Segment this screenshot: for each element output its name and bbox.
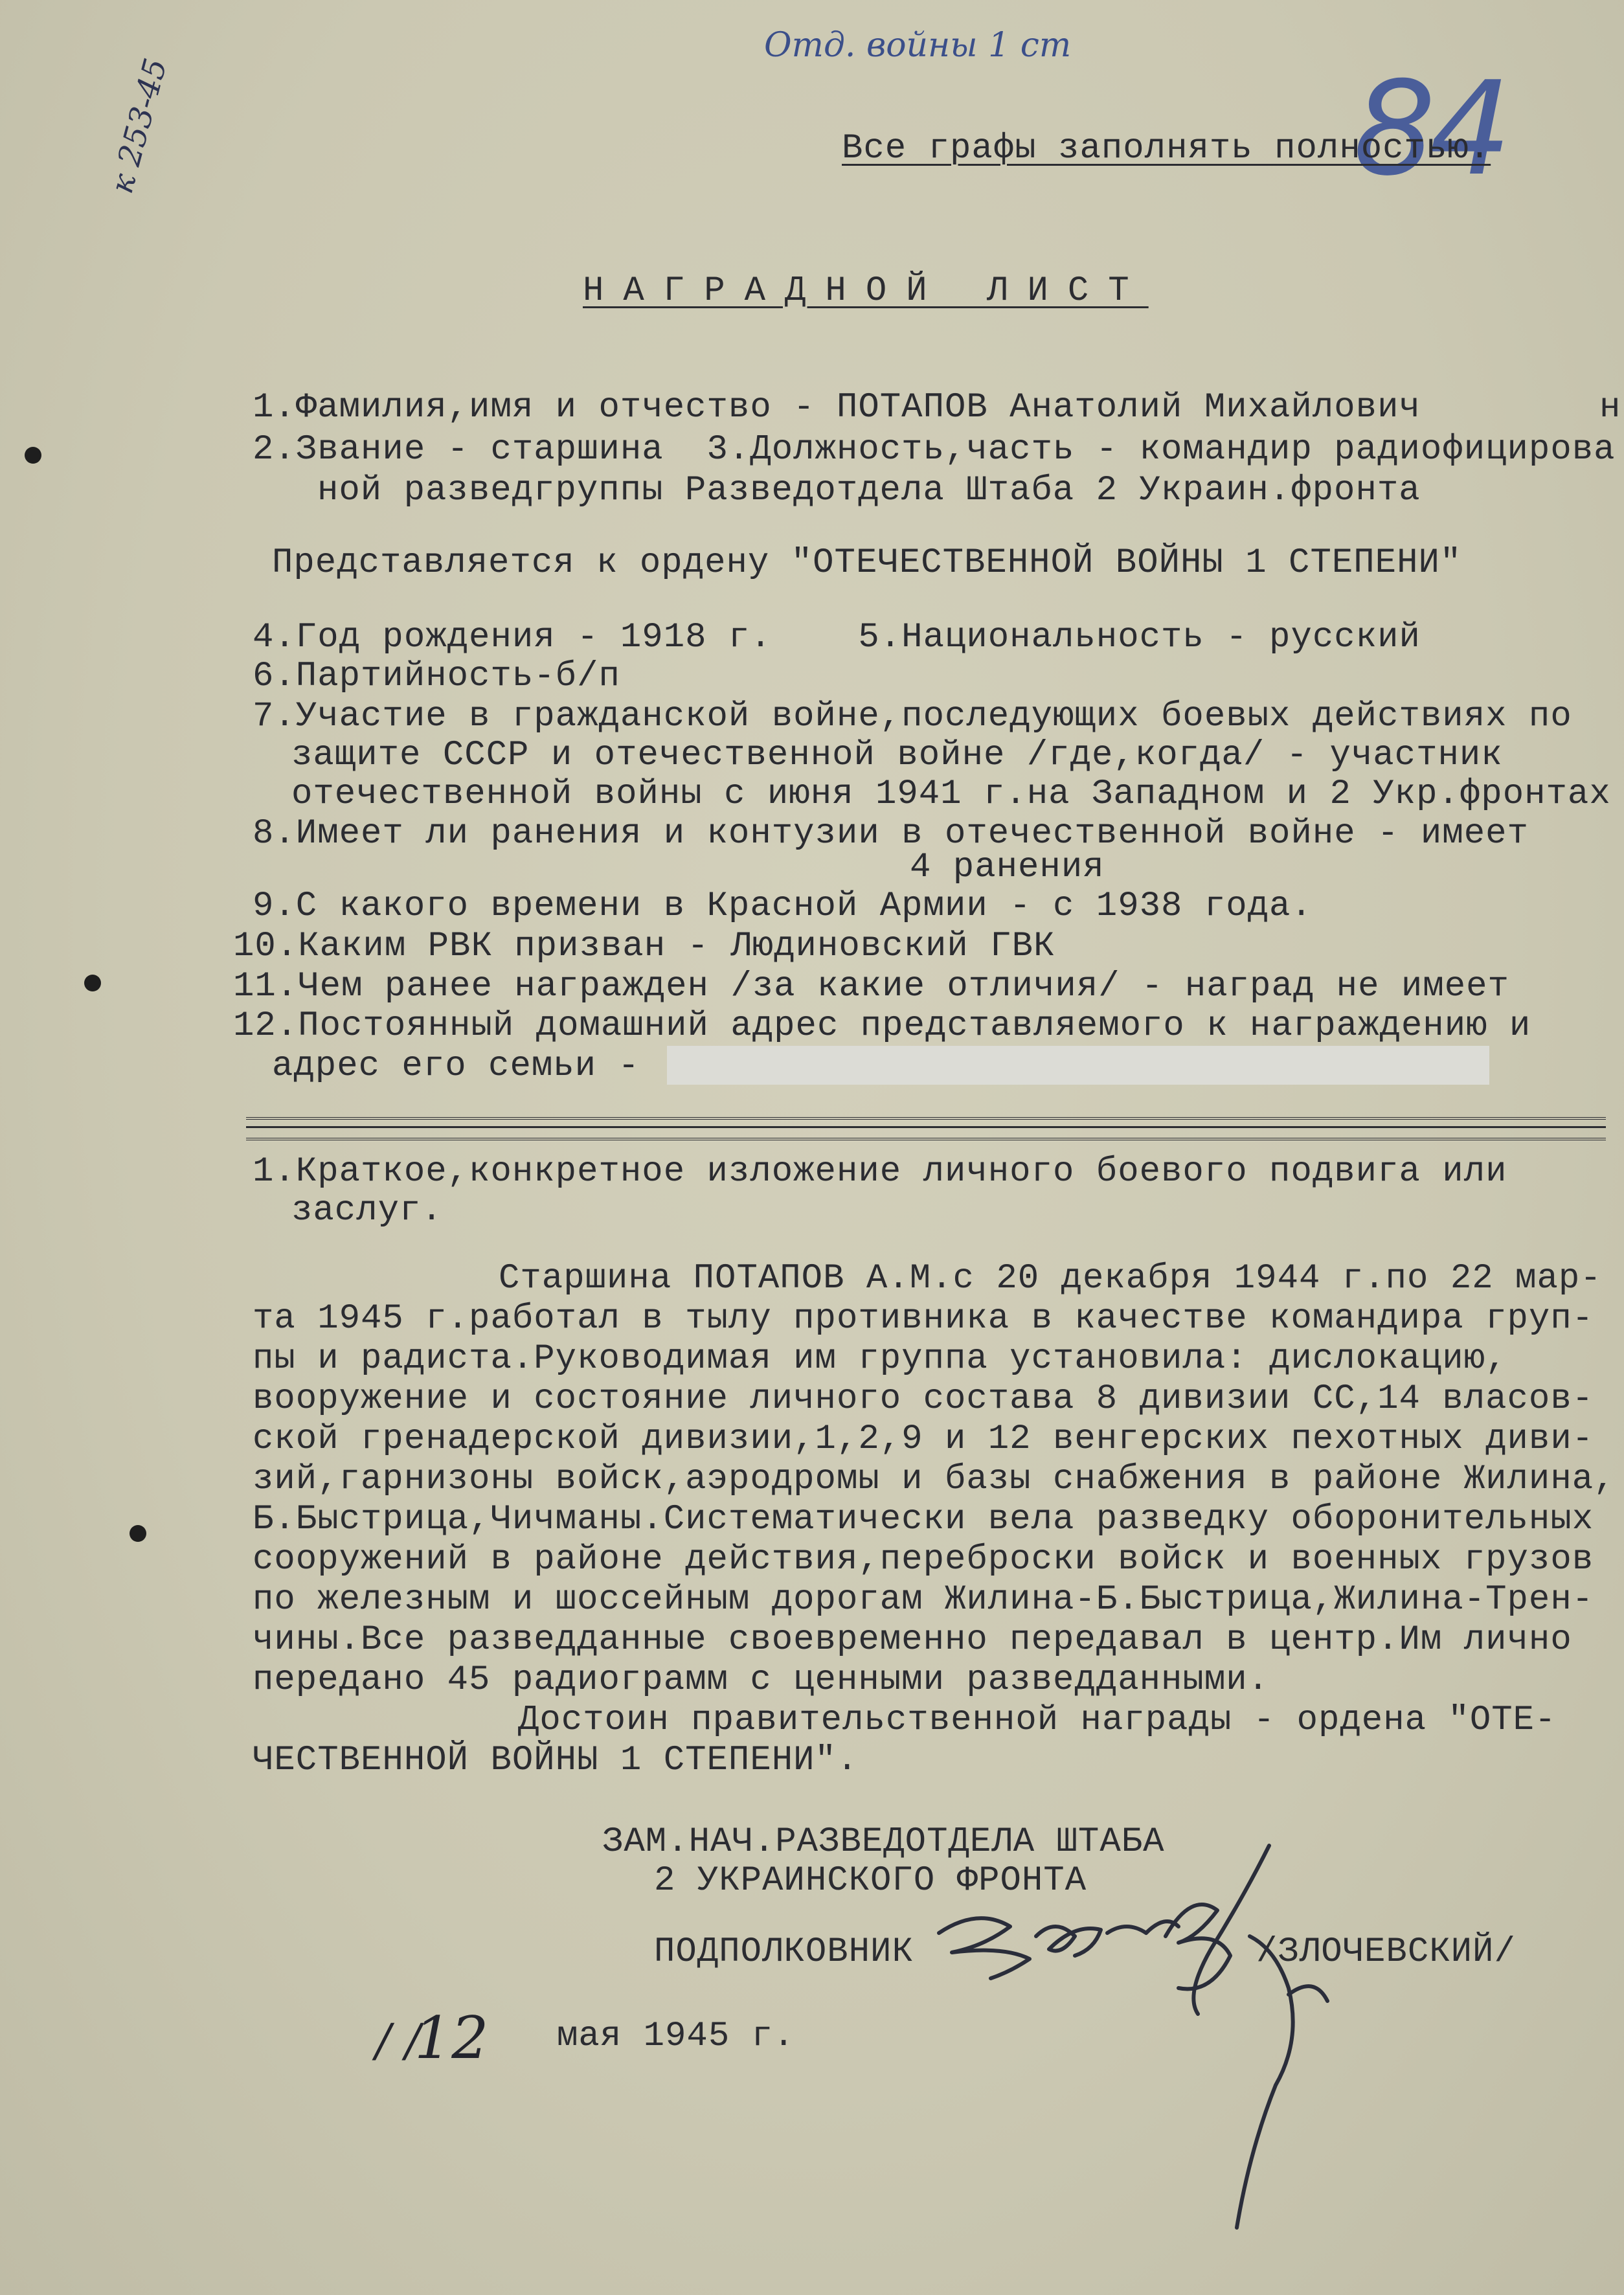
narrative-line-8: сооружений в районе действия,переброски войск и военных грузов [253,1540,1594,1579]
field-line-12b: адрес его семьи - [272,1046,640,1086]
narrative-line-6: зий,гарнизоны войск,аэродромы и базы снабжения в районе Жилина, [253,1460,1616,1499]
field-line-8b: 4 ранения [910,848,1105,887]
field-line-4: 4.Год рождения - 1918 г. 5.Национальность - русский [253,618,1421,657]
narrative-line-11: передано 45 радиограмм с ценными разведданными. [253,1660,1270,1700]
page-number: 84 [1353,54,1506,205]
field-line-9: 9.С какого времени в Красной Армии - с 1938 года. [253,887,1313,926]
field-line-7c: отечественной войны с июня 1941 г.на Западном и 2 Укр.фронтах [291,774,1611,814]
side-note: к 253-45 [104,54,175,198]
narrative-line-12: Достоин правительственной награды - ордена "ОТЕ- [518,1701,1557,1740]
stray-mark: н [1599,388,1621,427]
field-line-3: ной разведгруппы Разведотдела Штаба 2 Украин.фронта [317,471,1421,510]
feat-heading-2: заслуг. [291,1191,443,1230]
field-line-1: 1.Фамилия,имя и отчество - ПОТАПОВ Анатолий Михайлович [253,388,1421,427]
narrative-line-3: пы и радиста.Руководимая им группа установила: дислокацию, [253,1339,1507,1379]
field-line-12a: 12.Постоянный домашний адрес представляемого к награждению и [233,1006,1531,1046]
date-rest: мая 1945 г. [557,2017,795,2056]
award-line: Представляется к ордену "ОТЕЧЕСТВЕННОЙ ВОЙНЫ 1 СТЕПЕНИ" [272,543,1462,583]
date-day-mark: / / [376,2014,421,2067]
instruction-line: Все графы заполнять полностью. [842,129,1491,168]
field-line-7b: защите СССР и отечественной войне /где,когда/ - участник [291,736,1503,775]
archive-note: Отд. войны 1 ст [764,26,1072,65]
page-title: НАГРАДНОЙ ЛИСТ [583,271,1149,311]
field-line-11: 11.Чем ранее награжден /за какие отличия/ - наград не имеет [233,967,1509,1006]
field-line-6: 6.Партийность-б/п [253,657,620,696]
field-line-7a: 7.Участие в гражданской войне,последующих боевых действиях по [253,697,1572,736]
narrative-line-1: Старшина ПОТАПОВ А.М.с 20 декабря 1944 г.по 22 мар- [499,1259,1602,1298]
field-line-2: 2.Звание - старшина 3.Должность,часть - командир радиофицирова [253,430,1616,469]
narrative-line-5: ской гренадерской дивизии,1,2,9 и 12 венгерских пехотных диви- [253,1419,1594,1459]
narrative-line-2: та 1945 г.работал в тылу противника в качестве командира груп- [253,1299,1594,1339]
signer-rank: ПОДПОЛКОВНИК [654,1932,914,1972]
signer-title-2: 2 УКРАИНСКОГО ФРОНТА [654,1861,1087,1901]
date-day: 12 [414,2004,489,2072]
signer-name: /ЗЛОЧЕВСКИЙ/ [1256,1932,1516,1972]
signer-title-1: ЗАМ.НАЧ.РАЗВЕДОТДЕЛА ШТАБА [602,1822,1165,1862]
narrative-line-9: по железным и шоссейным дорогам Жилина-Б.Быстрица,Жилина-Трен- [253,1580,1594,1620]
field-line-10: 10.Каким РВК призван - Людиновский ГВК [233,927,1055,966]
narrative-line-7: Б.Быстрица,Чичманы.Систематически вела разведку оборонительных [253,1500,1594,1539]
narrative-line-10: чины.Все разведданные своевременно передавал в центр.Им лично [253,1620,1572,1660]
field-line-8a: 8.Имеет ли ранения и контузии в отечественной войне - имеет [253,814,1529,854]
narrative-line-4: вооружение и состояние личного состава 8 дивизии СС,14 власов- [253,1379,1594,1419]
feat-heading-1: 1.Краткое,конкретное изложение личного боевого подвига или [253,1152,1507,1192]
narrative-line-13: ЧЕСТВЕННОЙ ВОЙНЫ 1 СТЕПЕНИ". [253,1741,859,1780]
